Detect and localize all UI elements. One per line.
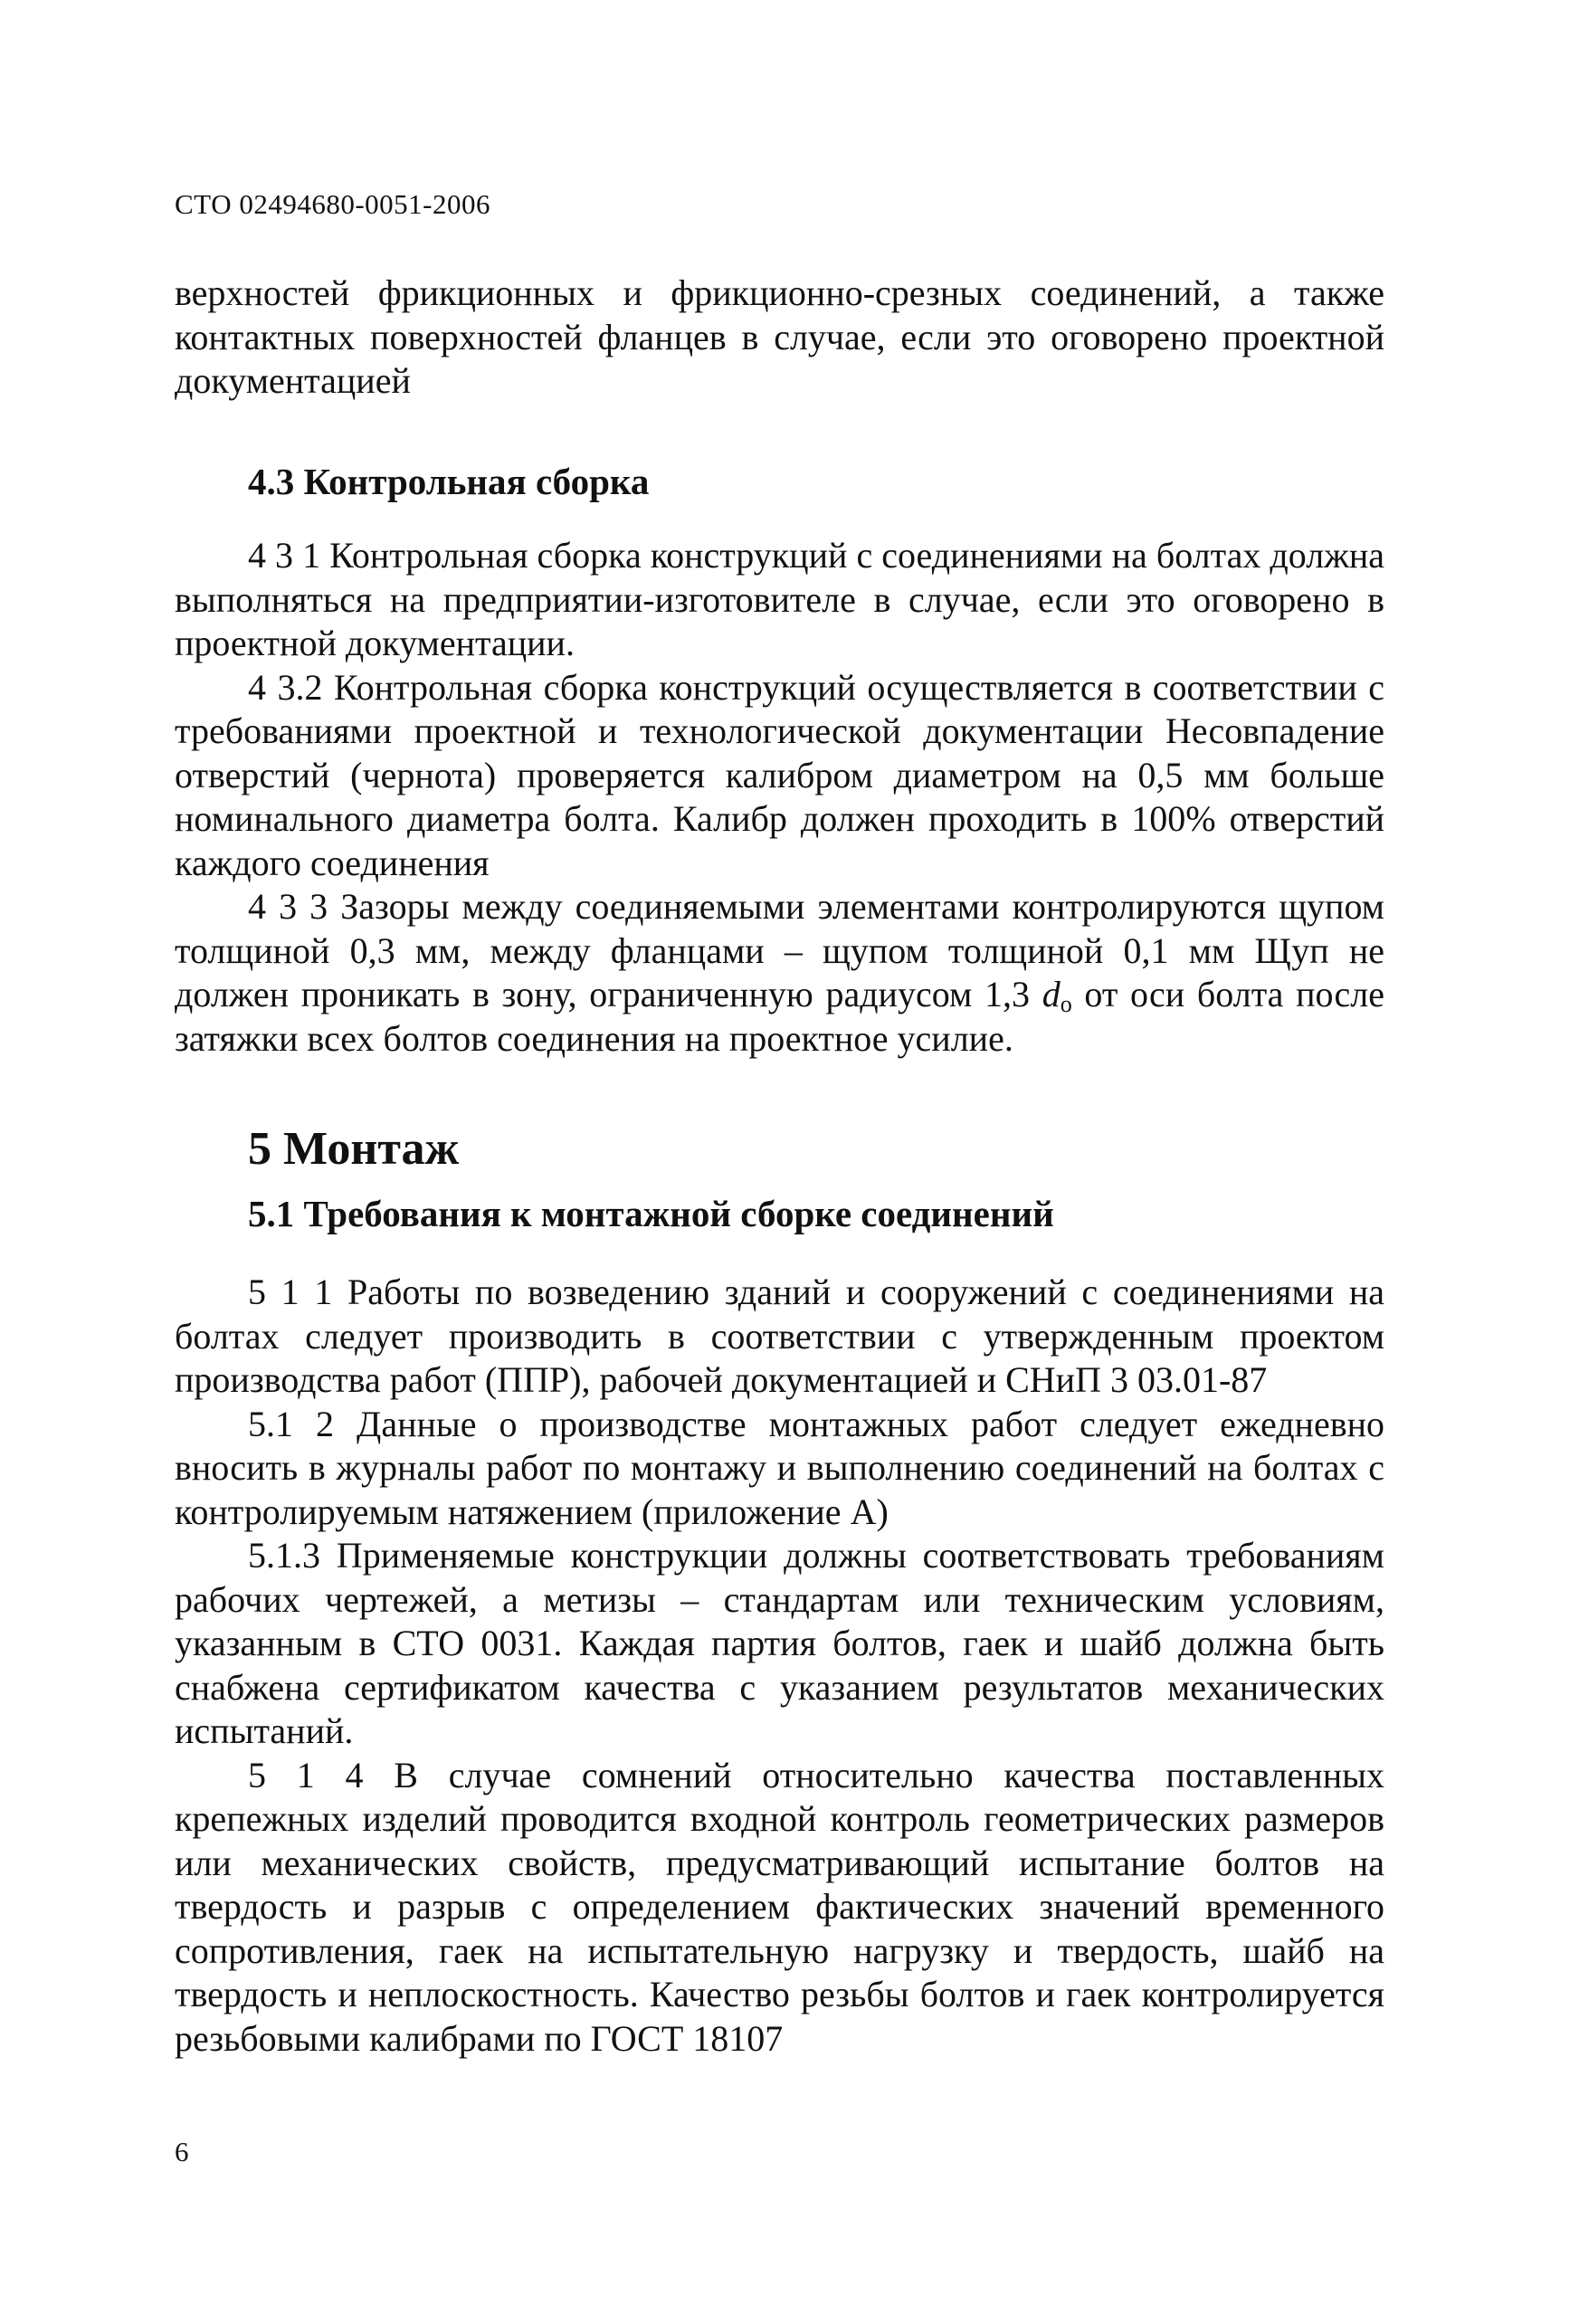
- paragraph-4-3-3-text-start: 4 3 3 Зазоры между соединяемыми элементами контролируются щупом толщиной 0,3 мм, между фланцами – щупом толщиной 0,1 мм Щуп не должен проникать в зону, ограниченную радиусом 1,3: [175, 886, 1384, 1014]
- diameter-symbol: d: [1042, 974, 1061, 1014]
- page-number: 6: [175, 2136, 189, 2167]
- continuation-paragraph: [175, 271, 1384, 404]
- paragraph-5-1-1: 5 1 1 Работы по возведению зданий и сооружений с соединениями на болтах следует производить в соответствии с утвержденным проектом производства работ (ППР), рабочей документацией и СНиП 3 03.01-87: [175, 1272, 1384, 1400]
- paragraph-4-3-3-text-end: от оси болта после затяжки всех болтов соединения на проектное усилие.: [175, 974, 1384, 1059]
- section-5-heading: 5 Монтаж: [248, 1123, 460, 1175]
- paragraph-4-3-3: [175, 885, 1384, 1061]
- section-5-1-body: [175, 1271, 1384, 2061]
- paragraph-5-1-4: 5 1 4 В случае сомнений относительно качества поставленных крепежных изделий проводится входной контроль геометрических размеров или механических свойств, предусматривающий испытание болтов на твердость и разрыв с определением фактических значений временного сопротивления, гаек на испытательную нагрузку и твердость, шайб на твердость и неплоскостность. Качество резьбы болтов и гаек контролируется резьбовыми калибрами по ГОСТ 18107: [175, 1754, 1384, 2059]
- continuation-text: верхностей фрикционных и фрикционно-срезных соединений, а также контактных поверхностей фланцев в случае, если это оговорено проектной документацией: [175, 272, 1384, 401]
- paragraph-5-1-3: 5.1.3 Применяемые конструкции должны соответствовать требованиям рабочих чертежей, а метизы – стандартам или техническим условиям, указанным в СТО 0031. Каждая партия болтов, гаек и шайб должна быть снабжена сертификатом качества с указанием результатов механических испытаний.: [175, 1535, 1384, 1751]
- section-5-1-heading: 5.1 Требования к монтажной сборке соединений: [248, 1193, 1054, 1234]
- paragraph-4-3-2: 4 3.2 Контрольная сборка конструкций осуществляется в соответствии с требованиями проектной и технологической документации Несовпадение отверстий (чернота) проверяется калибром диаметром на 0,5 мм больше номинального диаметра болта. Калибр должен проходить в 100% отверстий каждого соединения: [175, 666, 1384, 883]
- document-code-header: СТО 02494680-0051-2006: [175, 188, 490, 220]
- paragraph-4-3-1: 4 3 1 Контрольная сборка конструкций с соединениями на болтах должна выполняться на предприятии-изготовителе в случае, если это оговорено в проектной документации.: [175, 535, 1384, 663]
- paragraph-5-1-2: 5.1 2 Данные о производстве монтажных работ следует ежедневно вносить в журналы работ по монтажу и выполнению соединений на болтах с контролируемым натяжением (приложение А): [175, 1403, 1384, 1532]
- diameter-subscript: o: [1060, 991, 1072, 1017]
- section-4-3-heading: 4.3 Контрольная сборка: [248, 461, 650, 502]
- section-4-3-body: [175, 534, 1384, 1061]
